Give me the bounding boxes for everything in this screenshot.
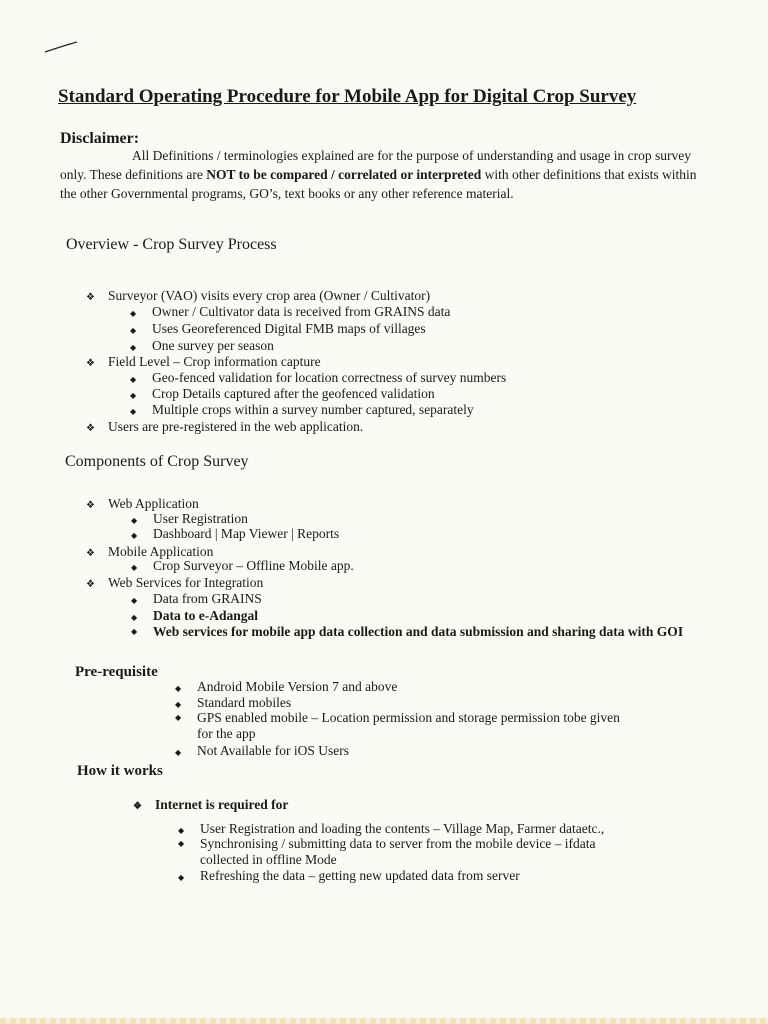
list-item: ◆ GPS enabled mobile – Location permission and storage permission tobe given for the app	[175, 710, 620, 741]
list-item: ◆ Uses Georeferenced Digital FMB maps of villages	[130, 321, 426, 336]
disclaimer-text-bold: NOT to be compared / correlated or interpreted	[206, 167, 482, 182]
list-item: ◆ One survey per season	[130, 338, 274, 353]
list-item: ❖ Users are pre-registered in the web application.	[86, 419, 364, 434]
list-item: ❖ Surveyor (VAO) visits every crop area (Owner / Cultivator)	[86, 288, 431, 303]
list-item: ❖ Web Services for Integration	[86, 575, 264, 590]
list-item: ◆ Owner / Cultivator data is received from GRAINS data	[130, 304, 451, 319]
list-item: ◆ Multiple crops within a survey number captured, separately	[130, 402, 474, 417]
disclaimer-paragraph	[60, 146, 700, 203]
list-item: ◆ Data from GRAINS	[131, 591, 262, 606]
document-title: Standard Operating Procedure for Mobile App for Digital Crop Survey	[58, 86, 637, 107]
internet-required-heading: ❖ Internet is required for	[133, 797, 289, 812]
list-item: ◆ Geo-fenced validation for location correctness of survey numbers	[130, 370, 507, 385]
components-heading: Components of Crop Survey	[65, 453, 249, 470]
list-item: ❖ Field Level – Crop information capture	[86, 354, 321, 369]
how-it-works-heading: How it works	[77, 763, 163, 779]
list-item: ◆ Refreshing the data – getting new updated data from server	[178, 868, 520, 883]
list-item: ◆ Synchronising / submitting data to server from the mobile device – ifdata collected in offline Mode	[178, 836, 596, 867]
list-item: ◆ Crop Details captured after the geofenced validation	[130, 386, 435, 401]
disclaimer-heading: Disclaimer:	[60, 130, 140, 147]
list-item: ◆ Android Mobile Version 7 and above	[175, 679, 398, 694]
list-item: ◆ Web services for mobile app data collection and data submission and sharing data with GOI	[131, 624, 684, 639]
list-item: ◆ Standard mobiles	[175, 695, 292, 710]
list-item: ◆ Not Available for iOS Users	[175, 743, 349, 758]
prerequisite-heading: Pre-requisite	[75, 664, 158, 680]
paper-bottom-edge	[0, 1018, 768, 1024]
list-item: ◆ Dashboard | Map Viewer | Reports	[131, 526, 340, 541]
disclaimer-text-after: with other definitions that exists within the other Governmental programs, GO’s, text books or any other reference material.	[60, 167, 697, 201]
disclaimer-text-before: All Definitions / terminologies explained are for the purpose of understanding and usage in crop survey only. These definitions are	[60, 148, 691, 182]
overview-heading: Overview - Crop Survey Process	[66, 236, 277, 253]
list-item: ◆ User Registration and loading the contents – Village Map, Farmer dataetc.,	[178, 821, 605, 836]
list-item: ◆ Crop Surveyor – Offline Mobile app.	[131, 558, 354, 573]
pen-stroke-mark	[44, 40, 78, 54]
list-item: ◆ User Registration	[131, 511, 248, 526]
list-item: ❖ Web Application	[86, 496, 199, 511]
list-item: ❖ Mobile Application	[86, 544, 214, 559]
list-item: ◆ Data to e-Adangal	[131, 608, 258, 623]
